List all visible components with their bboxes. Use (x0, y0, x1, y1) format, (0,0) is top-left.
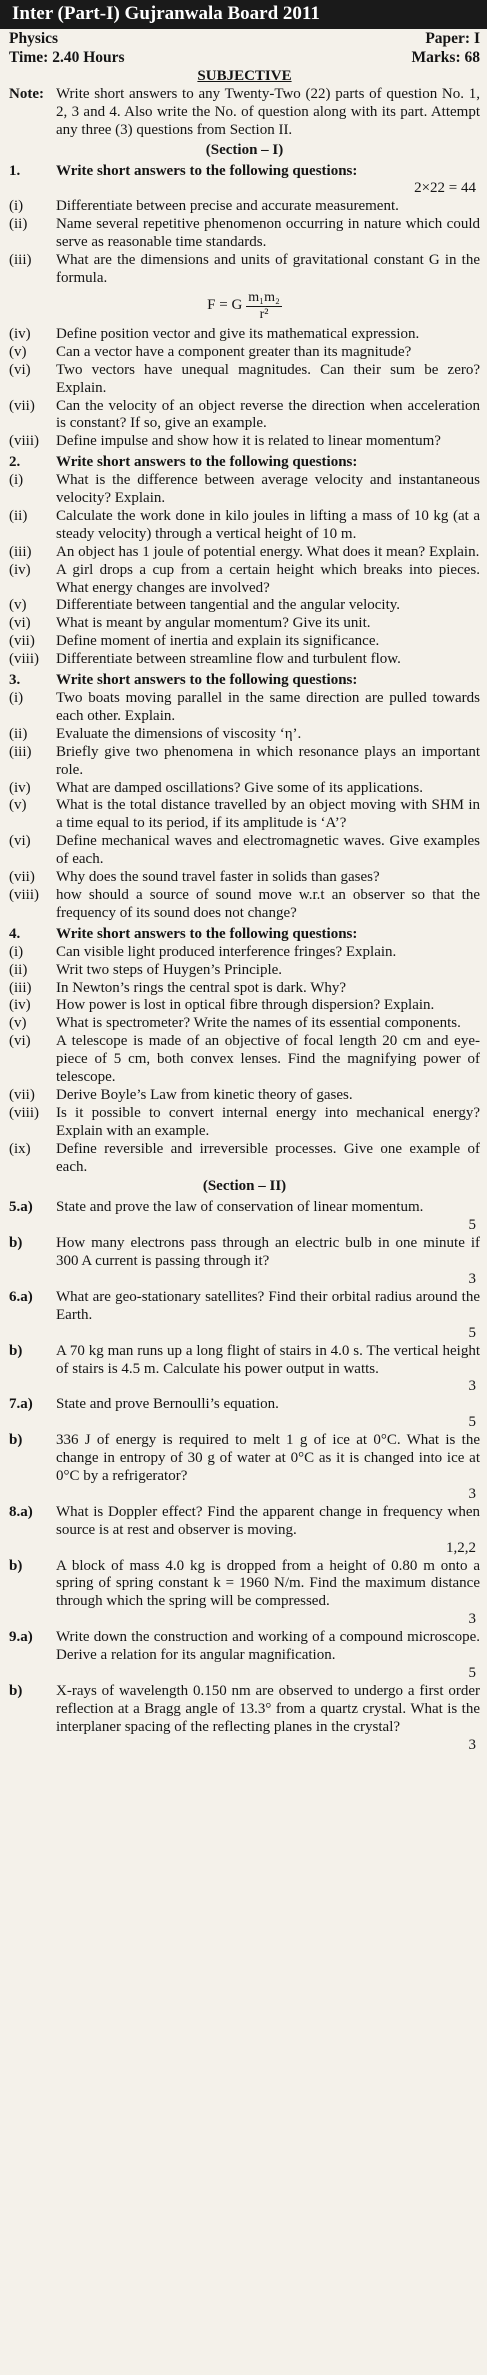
item-text: Briefly give two phenomena in which resonance plays an important role. (56, 743, 480, 778)
question-2 (9, 454, 480, 669)
item-text: What are damped oscillations? Give some of its applications. (56, 779, 423, 796)
subjective-heading: SUBJECTIVE (197, 68, 292, 84)
paper-label: Paper: I (425, 30, 480, 47)
item-text: What is the total distance travelled by an object moving with SHM in a time equal to its period, if its amplitude is ‘A’? (56, 797, 480, 832)
list-item (9, 344, 480, 362)
formula-lhs: F = G (207, 297, 243, 314)
long-question (9, 1558, 480, 1630)
item-number: 7.a) (9, 1396, 33, 1413)
question-instruction: Write short answers to the following questions: (56, 454, 358, 471)
item-number: (i) (9, 690, 24, 706)
formula-denominator: r² (259, 306, 269, 322)
item-text: 336 J of energy is required to melt 1 g of ice at 0°C. What is the change in entropy of 30 g of water at 0°C as it is changed into ice at 0°C by a refrigerator? (56, 1432, 480, 1484)
item-marks: 5 (468, 1664, 476, 1681)
formula-numerator: m₁m₂ (248, 289, 280, 305)
time-label: Time: 2.40 Hours (9, 49, 125, 66)
item-number: b) (9, 1235, 23, 1252)
item-number: b) (9, 1342, 23, 1359)
item-marks: 5 (468, 1324, 476, 1341)
item-marks: 5 (468, 1414, 476, 1431)
question-head (9, 163, 480, 181)
item-text: how should a source of sound move w.r.t an observer so that the frequency of its sound does not change? (56, 886, 480, 921)
item-text: What is spectrometer? Write the names of its essential components. (56, 1015, 461, 1032)
item-text: Two boats moving parallel in the same direction are pulled towards each other. Explain. (56, 690, 480, 724)
item-number: 5.a) (9, 1199, 33, 1216)
question-number: 2. (9, 454, 21, 471)
list-item (9, 1141, 480, 1177)
item-number: (ii) (9, 507, 28, 524)
item-number: (iv) (9, 325, 31, 342)
list-item (9, 833, 480, 869)
question-4 (9, 926, 480, 1177)
item-number: (iv) (9, 997, 31, 1014)
header-row-1 (9, 29, 480, 48)
item-number: (v) (9, 343, 27, 360)
item-number: (vi) (9, 615, 31, 632)
item-text: What is the difference between average velocity and instantaneous velocity? Explain. (56, 472, 480, 507)
item-number: (v) (9, 797, 27, 814)
list-item (9, 633, 480, 651)
gravitation-formula (9, 290, 480, 323)
item-number: (vi) (9, 833, 31, 850)
list-item (9, 1033, 480, 1087)
paper-title: Inter (Part-I) Gujranwala Board 2011 (0, 0, 487, 29)
item-number: (ii) (9, 216, 28, 233)
item-marks: 3 (468, 1271, 476, 1287)
item-number: (ix) (9, 1140, 31, 1157)
item-number: (vii) (9, 869, 35, 886)
list-item (9, 1105, 480, 1141)
list-item (9, 597, 480, 615)
list-item (9, 780, 480, 798)
item-text: What are the dimensions and units of gravitational constant G in the formula. (56, 252, 480, 286)
item-number: 8.a) (9, 1503, 33, 1520)
item-text: How many electrons pass through an electric bulb in one minute if 300 A current is passing through it? (56, 1235, 480, 1270)
list-item (9, 198, 480, 216)
question-number: 1. (9, 162, 21, 179)
item-text: Name several repetitive phenomenon occurring in nature which could serve as reasonable time standards. (56, 216, 480, 251)
list-item (9, 744, 480, 780)
item-number: (iii) (9, 743, 32, 760)
item-number: (vii) (9, 397, 35, 414)
list-item (9, 433, 480, 451)
section-1-title: (Section – I) (205, 141, 284, 158)
item-text: What are geo-stationary satellites? Find their orbital radius around the Earth. (56, 1288, 480, 1323)
long-question (9, 1396, 480, 1432)
item-number: 6.a) (9, 1288, 33, 1305)
question-head (9, 926, 480, 944)
section-2-title: (Section – II) (202, 1178, 287, 1195)
list-item (9, 869, 480, 887)
item-marks: 3 (468, 1736, 476, 1753)
list-item (9, 944, 480, 962)
list-item (9, 216, 480, 252)
item-text: A telescope is made of an objective of focal length 20 cm and eye-piece of 5 cm, both convex lenses. Find the magnifying power of telescope. (56, 1033, 480, 1086)
item-number: (viii) (9, 651, 39, 668)
note-text: Write short answers to any Twenty-Two (22) parts of question No. 1, 2, 3 and 4. Also write the No. of question along with its part. Attempt any three (3) questions from Section II. (56, 85, 480, 138)
item-text: What is meant by angular momentum? Give its unit. (56, 615, 371, 632)
question-head (9, 672, 480, 690)
item-text: A block of mass 4.0 kg is dropped from a height of 0.80 m onto a spring of spring constant k = 1960 N/m. Find the maximum distance through which the spring will be compressed. (56, 1557, 480, 1610)
item-marks: 3 (468, 1378, 476, 1395)
item-text: What is Doppler effect? Find the apparent change in frequency when source is at rest and observer is moving. (56, 1503, 480, 1538)
item-number: (iii) (9, 543, 32, 560)
item-text: Evaluate the dimensions of viscosity ‘η’. (56, 725, 302, 742)
question-number: 4. (9, 925, 21, 942)
item-text: An object has 1 joule of potential energy. What does it mean? Explain. (56, 543, 480, 560)
long-question (9, 1199, 480, 1235)
long-question (9, 1504, 480, 1558)
long-question (9, 1289, 480, 1343)
header-row-2 (9, 48, 480, 67)
item-text: Can visible light produced interference fringes? Explain. (56, 943, 397, 960)
list-item (9, 980, 480, 998)
long-question (9, 1432, 480, 1504)
long-question (9, 1629, 480, 1683)
item-text: How power is lost in optical fibre through dispersion? Explain. (56, 997, 435, 1014)
item-text: A 70 kg man runs up a long flight of stairs in 4.0 s. The vertical height of stairs is 4.5 m. Calculate his power output in watts. (56, 1342, 480, 1377)
list-item (9, 252, 480, 288)
item-text: State and prove Bernoulli’s equation. (56, 1396, 279, 1413)
item-text: Why does the sound travel faster in solids than gases? (56, 869, 380, 886)
list-item (9, 544, 480, 562)
long-question (9, 1343, 480, 1397)
item-text: State and prove the law of conservation of linear momentum. (56, 1199, 424, 1216)
item-text: Can the velocity of an object reverse the direction when acceleration is constant? If so, give an example. (56, 397, 480, 432)
item-number: (i) (9, 943, 24, 960)
item-number: 9.a) (9, 1629, 33, 1646)
item-text: Differentiate between precise and accurate measurement. (56, 198, 399, 215)
list-item (9, 362, 480, 398)
item-number: (ii) (9, 725, 28, 742)
list-item (9, 398, 480, 434)
item-text: In Newton’s rings the central spot is dark. Why? (56, 979, 347, 996)
question-1 (9, 163, 480, 452)
list-item (9, 1015, 480, 1033)
item-marks: 1,2,2 (446, 1539, 476, 1556)
list-item (9, 887, 480, 923)
long-question (9, 1683, 480, 1755)
question-3 (9, 672, 480, 923)
item-text: Differentiate between tangential and the angular velocity. (56, 597, 401, 614)
item-number: (i) (9, 472, 24, 489)
item-number: (viii) (9, 433, 39, 450)
list-item (9, 651, 480, 669)
long-questions (9, 1199, 480, 1754)
list-item (9, 472, 480, 508)
item-text: Can a vector have a component greater than its magnitude? (56, 343, 412, 360)
item-text: Writ two steps of Huygen’s Principle. (56, 961, 283, 978)
item-marks: 5 (468, 1217, 476, 1234)
question-marks: 2×22 = 44 (414, 180, 476, 197)
question-instruction: Write short answers to the following questions: (56, 925, 358, 942)
list-item (9, 1087, 480, 1105)
question-number: 3. (9, 672, 21, 689)
item-text: Define moment of inertia and explain its significance. (56, 633, 380, 650)
list-item (9, 508, 480, 544)
item-number: (vi) (9, 1033, 31, 1050)
note-label: Note: (9, 85, 44, 102)
item-text: Write down the construction and working of a compound microscope. Derive a relation for its angular magnification. (56, 1629, 480, 1664)
list-item (9, 997, 480, 1015)
list-item (9, 797, 480, 833)
item-text: Calculate the work done in kilo joules in lifting a mass of 10 kg (at a steady velocity) through a vertical height of 10 m. (56, 507, 480, 542)
item-text: Define mechanical waves and electromagnetic waves. Give examples of each. (56, 833, 480, 868)
item-text: Define position vector and give its mathematical expression. (56, 325, 420, 342)
question-head (9, 454, 480, 472)
item-number: (iv) (9, 779, 31, 796)
item-number: (iii) (9, 252, 32, 269)
marks-label: Marks: 68 (411, 49, 480, 66)
item-number: b) (9, 1557, 23, 1574)
item-number: (i) (9, 198, 24, 215)
item-marks: 3 (468, 1485, 476, 1502)
item-number: (v) (9, 597, 27, 614)
question-instruction: Write short answers to the following questions: (56, 672, 358, 689)
item-number: (v) (9, 1015, 27, 1032)
item-marks: 3 (468, 1611, 476, 1628)
item-text: Define reversible and irreversible processes. Give one example of each. (56, 1140, 480, 1175)
note-block (9, 86, 480, 140)
item-text: A girl drops a cup from a certain height which breaks into pieces. What energy changes are involved? (56, 561, 480, 596)
item-number: b) (9, 1682, 23, 1699)
item-number: (iv) (9, 561, 31, 578)
list-item (9, 562, 480, 598)
item-number: b) (9, 1432, 23, 1449)
item-number: (iii) (9, 979, 32, 996)
item-text: Derive Boyle’s Law from kinetic theory of gases. (56, 1086, 353, 1103)
item-text: Differentiate between streamline flow and turbulent flow. (56, 651, 401, 668)
long-question (9, 1235, 480, 1289)
formula-fraction (246, 290, 282, 323)
item-text: Is it possible to convert internal energy into mechanical energy? Explain with an example. (56, 1104, 480, 1139)
item-text: Define impulse and show how it is related to linear momentum? (56, 433, 441, 450)
item-number: (viii) (9, 1104, 39, 1121)
list-item (9, 326, 480, 344)
list-item (9, 615, 480, 633)
item-number: (vi) (9, 361, 31, 378)
question-instruction: Write short answers to the following questions: (56, 162, 358, 179)
subject-label: Physics (9, 30, 59, 47)
item-number: (ii) (9, 961, 28, 978)
item-text: Two vectors have unequal magnitudes. Can their sum be zero? Explain. (56, 361, 480, 396)
item-text: X-rays of wavelength 0.150 nm are observed to undergo a first order reflection at a Bragg angle of 13.3° from a quartz crystal. What is the interplaner spacing of the reflecting planes in the crystal? (56, 1682, 480, 1735)
item-number: (vii) (9, 1086, 35, 1103)
item-number: (viii) (9, 886, 39, 903)
item-number: (vii) (9, 633, 35, 650)
list-item (9, 690, 480, 726)
list-item (9, 726, 480, 744)
list-item (9, 962, 480, 980)
